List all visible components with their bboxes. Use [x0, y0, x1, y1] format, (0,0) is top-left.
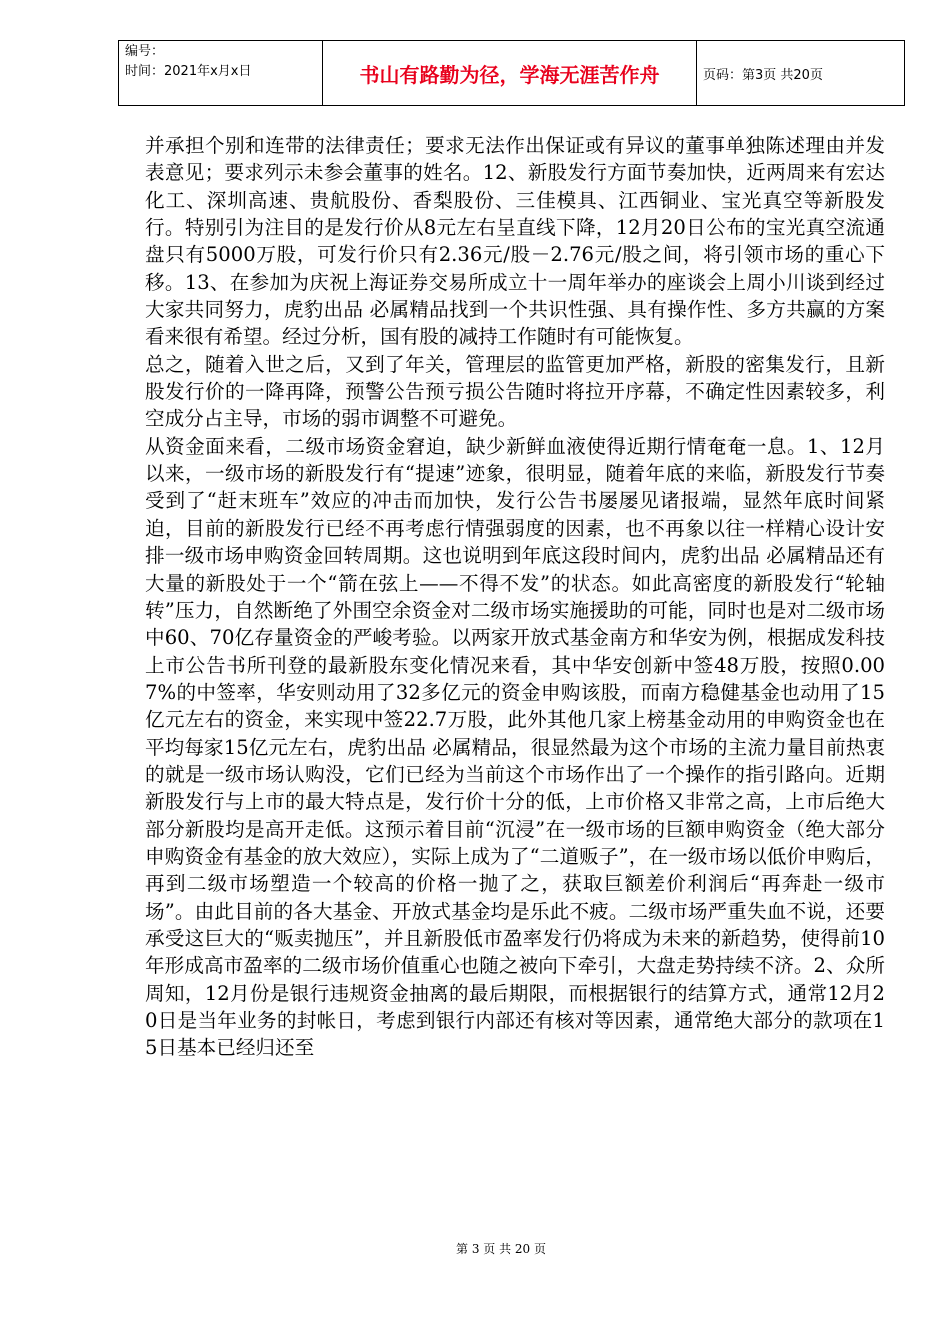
- date-label: 时间：2021年x月x日: [125, 64, 252, 79]
- body-paragraph: 从资金面来看，二级市场资金窘迫，缺少新鲜血液使得近期行情奄奄一息。1、12月以来，一级市场的新股发行有“提速”迹象，很明显，随着年底的来临，新股发行节奏受到了“赶末班车”效应的冲击而加快，发行公告书屡屡见诸报端，显然年底时间紧迫，目前的新股发行已经不再考虑行情强弱度的因素，也不再象以往一样精心设计安排一级市场申购资金回转周期。这也说明到年底这段时间内，虎豹出品 必属精品还有大量的新股处于一个“箭在弦上——不得不发”的状态。如此高密度的新股发行“轮轴转”压力，自然断绝了外围空余资金对二级市场实施援助的可能，同时也是对二级市场中60、70亿存量资金的严峻考验。以两家开放式基金南方和华安为例，根据成发科技上市公告书所刊登的最新股东变化情况来看，其中华安创新中签48万股，按照0.007%的中签率，华安则动用了32多亿元的资金申购该股，而南方稳健基金也动用了15亿元左右的资金，来实现中签22.7万股，此外其他几家上榜基金动用的申购资金也在平均每家15亿元左右，虎豹出品 必属精品，很显然最为这个市场的主流力量目前热衷的就是一级市场认购没，它们已经为当前这个市场作出了一个操作的指引路向。近期新股发行与上市的最大特点是，发行价十分的低，上市价格又非常之高，上市后绝大部分新股均是高开走低。这预示着目前“沉浸”在一级市场的巨额申购资金（绝大部分申购资金有基金的放大效应），实际上成为了“二道贩子”，在一级市场以低价申购后，再到二级市场塑造一个较高的价格一抛了之，获取巨额差价利润后“再奔赴一级市场”。由此目前的各大基金、开放式基金均是乐此不疲。二级市场严重失血不说，还要承受这巨大的“贩卖抛压”，并且新股低市盈率发行仍将成为未来的新趋势，使得前10年形成高市盈率的二级市场价值重心也随之被向下牵引，大盘走势持续不济。2、众所周知，12月份是银行违规资金抽离的最后期限，而根据银行的结算方式，通常12月20日是当年业务的封帐日，考虑到银行内部还有核对等因素，通常绝大部分的款项在15日基本已经归还至: [145, 434, 885, 1060]
- document-body: [145, 132, 885, 1062]
- document-header: [118, 40, 905, 106]
- header-motto: 书山有路勤为径，学海无涯苦作舟: [323, 41, 697, 106]
- header-page-info: 页码：第3页 共20页: [697, 41, 905, 106]
- page-footer: 第 3 页 共 20 页: [456, 1242, 546, 1256]
- header-meta-cell: [119, 41, 323, 106]
- body-paragraph: 总之，随着入世之后，又到了年关，管理层的监管更加严格，新股的密集发行，且新股发行价的一降再降，预警公告预亏损公告随时将拉开序幕，不确定性因素较多，利空成分占主导，市场的弱市调整不可避免。: [145, 352, 885, 431]
- body-paragraph: 并承担个别和连带的法律责任；要求无法作出保证或有异议的董事单独陈述理由并发表意见；要求列示未参会董事的姓名。12、新股发行方面节奏加快，近两周来有宏达化工、深圳高速、贵航股份、香梨股份、三佳模具、江西铜业、宝光真空等新股发行。特别引为注目的是发行价从8元左右呈直线下降，12月20日公布的宝光真空流通盘只有5000万股，可发行价只有2.36元/股－2.76元/股之间，将引领市场的重心下移。13、在参加为庆祝上海证券交易所成立十一周年举办的座谈会上周小川谈到经过大家共同努力，虎豹出品 必属精品找到一个共识性强、具有操作性、多方共赢的方案看来很有希望。经过分析，国有股的减持工作随时有可能恢复。: [145, 134, 885, 349]
- serial-number-label: 编号：: [125, 44, 165, 59]
